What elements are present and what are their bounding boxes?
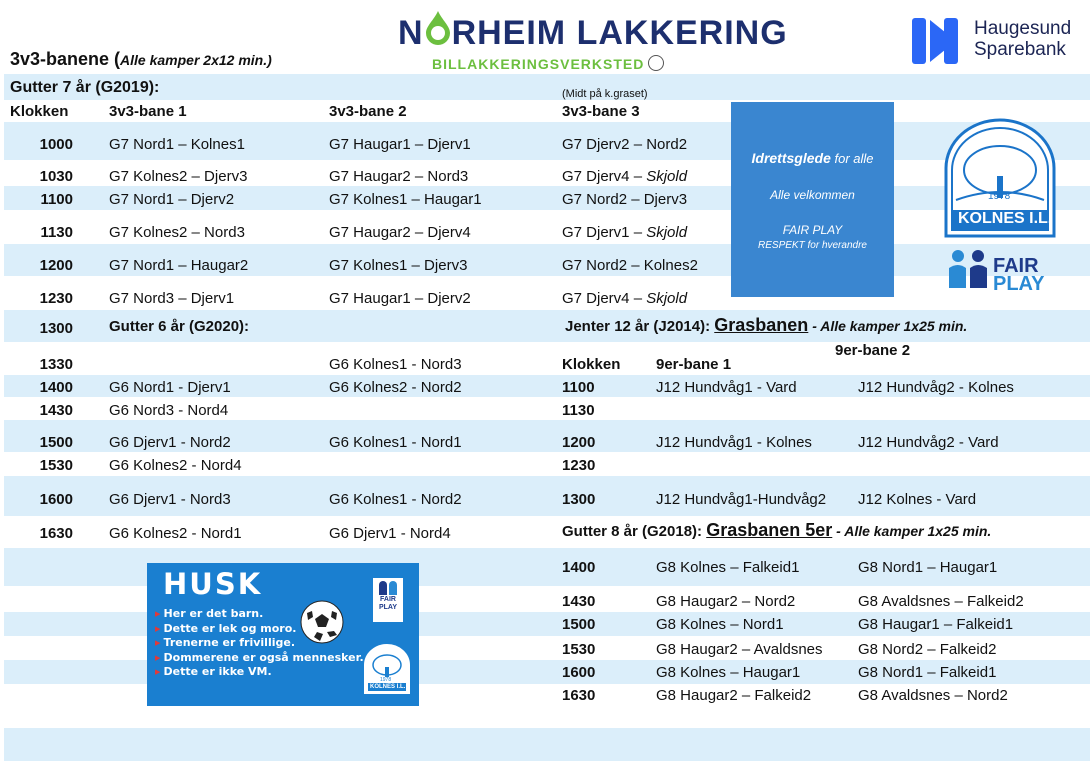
- time-cell: 1500: [39, 434, 73, 451]
- time-cell: 1200: [39, 257, 73, 274]
- match-cell: G6 Nord3 - Nord4: [109, 402, 229, 419]
- match-cell: G8 Nord2 – Falkeid2: [858, 641, 997, 658]
- g7-title: Gutter 7 år (G2019):: [10, 79, 160, 96]
- fairplay-figures-icon: [946, 248, 990, 288]
- husk-item: ▸ Dommerene er også mennesker.: [155, 650, 364, 664]
- time-cell: 1600: [39, 491, 73, 508]
- promo-box: [731, 102, 894, 297]
- drop-icon: [424, 17, 452, 47]
- match-cell: G7 Nord1 – Djerv2: [109, 191, 235, 208]
- match-cell: G7 Nord2 – Djerv3: [562, 191, 688, 208]
- logo-subtitle: BILLAKKERINGSVERKSTED: [432, 55, 664, 72]
- husk-title: HUSK: [163, 567, 263, 601]
- col-header-bane3: 3v3-bane 3: [562, 103, 640, 120]
- fairplay-badge: FAIR PLAY: [373, 578, 403, 622]
- time-cell: 1630: [39, 525, 73, 542]
- match-cell: G6 Nord1 - Djerv1: [109, 379, 231, 396]
- match-cell: G7 Djerv4 – Skjold: [562, 168, 688, 185]
- row-band: [4, 706, 1090, 728]
- time-cell: 1200: [562, 434, 596, 451]
- emblem-year: 1978: [380, 677, 392, 683]
- match-cell: G7 Nord2 – Kolnes2: [562, 257, 698, 274]
- time-cell: 1230: [562, 457, 596, 474]
- emblem-name: KOLNES I.L.: [370, 684, 406, 690]
- j12-col-bane2: 9er-bane 2: [835, 342, 911, 359]
- time-cell: 1300: [39, 320, 73, 337]
- match-cell: J12 Kolnes - Vard: [858, 491, 977, 508]
- promo-line2: Alle velkommen: [770, 188, 855, 202]
- match-cell: G7 Djerv4 – Skjold: [562, 290, 688, 307]
- match-cell: G7 Nord1 – Kolnes1: [109, 136, 245, 153]
- match-cell: G7 Haugar1 – Djerv1: [329, 136, 471, 153]
- match-cell: G8 Haugar2 – Avaldsnes: [656, 641, 823, 658]
- match-cell: G6 Kolnes1 - Nord2: [329, 491, 462, 508]
- time-cell: 1430: [39, 402, 73, 419]
- time-cell: 1030: [39, 168, 73, 185]
- match-cell: J12 Hundvåg1-Hundvåg2: [656, 491, 827, 508]
- match-cell: G7 Kolnes2 – Djerv3: [109, 168, 248, 185]
- time-cell: 1100: [562, 379, 595, 396]
- time-cell: 1530: [39, 457, 73, 474]
- time-cell: 1000: [39, 136, 73, 153]
- location-note: (Midt på k.graset): [562, 88, 648, 100]
- col-time-header: Klokken: [10, 103, 69, 120]
- husk-box: [147, 563, 419, 706]
- col-header-bane2: 3v3-bane 2: [329, 103, 407, 120]
- time-cell: 1400: [39, 379, 73, 396]
- match-cell: G6 Kolnes2 - Nord4: [109, 457, 242, 474]
- match-cell: G7 Haugar2 – Djerv4: [329, 224, 471, 241]
- time-cell: 1430: [562, 593, 596, 610]
- match-cell: J12 Hundvåg1 - Vard: [656, 379, 797, 396]
- match-cell: G6 Djerv1 - Nord3: [109, 491, 231, 508]
- promo-line3: FAIR PLAY: [782, 223, 843, 237]
- match-cell: J12 Hundvåg2 - Vard: [858, 434, 999, 451]
- husk-item: ▸ Trenerne er frivillige.: [155, 636, 296, 649]
- husk-item: ▸ Dette er ikke VM.: [155, 665, 272, 678]
- time-cell: 1600: [562, 664, 596, 681]
- time-cell: 1330: [39, 356, 73, 373]
- match-cell: G7 Nord1 – Haugar2: [109, 257, 249, 274]
- fairplay-figures-icon: [389, 581, 397, 595]
- time-cell: 1530: [562, 641, 596, 658]
- match-cell: G7 Kolnes2 – Nord3: [109, 224, 245, 241]
- match-cell: G7 Djerv1 – Skjold: [562, 224, 688, 241]
- match-cell: G8 Kolnes – Falkeid1: [656, 559, 800, 576]
- match-cell: G6 Djerv1 - Nord2: [109, 434, 231, 451]
- match-cell: G6 Kolnes2 - Nord2: [329, 379, 462, 396]
- match-cell: G8 Haugar2 – Nord2: [656, 593, 796, 610]
- fairplay-logo-text: FAIR PLAY: [993, 255, 1045, 295]
- football-icon: [299, 599, 345, 645]
- match-cell: G6 Kolnes1 - Nord3: [329, 356, 462, 373]
- j12-title: Jenter 12 år (J2014): Grasbanen - Alle kamper 1x25 min.: [565, 315, 968, 335]
- row-band: [4, 74, 1090, 100]
- col-header-bane1: 3v3-bane 1: [109, 103, 187, 120]
- g8-title: Gutter 8 år (G2018): Grasbanen 5er - Alle kamper 1x25 min.: [562, 520, 992, 540]
- match-cell: G7 Kolnes1 – Haugar1: [329, 191, 482, 208]
- time-cell: 1230: [39, 290, 73, 307]
- match-cell: J12 Hundvåg2 - Kolnes: [858, 379, 1014, 396]
- husk-item: ▸ Dette er lek og moro.: [155, 621, 297, 635]
- match-cell: G8 Nord1 – Haugar1: [858, 559, 998, 576]
- time-cell: 1500: [562, 616, 596, 633]
- crest-icon: [648, 55, 664, 71]
- match-cell: G6 Kolnes2 - Nord1: [109, 525, 242, 542]
- time-cell: 1130: [40, 224, 73, 241]
- match-cell: G8 Haugar2 – Falkeid2: [656, 687, 812, 704]
- match-cell: G8 Avaldsnes – Nord2: [858, 687, 1008, 704]
- match-cell: J12 Hundvåg1 - Kolnes: [656, 434, 812, 451]
- j12-col-time: Klokken: [562, 356, 621, 373]
- sparebank-logo-icon: [910, 16, 962, 66]
- match-cell: G6 Kolnes1 - Nord1: [329, 434, 462, 451]
- row-band: [4, 728, 1090, 761]
- section-title: 3v3-banene (Alle kamper 2x12 min.): [10, 49, 272, 69]
- husk-item: ▸ Her er det barn.: [155, 607, 264, 620]
- match-cell: G8 Kolnes – Nord1: [656, 616, 784, 633]
- sparebank-name: Haugesund Sparebank: [974, 18, 1072, 60]
- kolnes-year: 1978: [988, 191, 1011, 202]
- promo-line1: Idrettsglede for alle: [751, 150, 874, 166]
- time-cell: 1300: [562, 491, 596, 508]
- promo-line4: RESPEKT for hverandre: [758, 240, 867, 251]
- match-cell: G6 Djerv1 - Nord4: [329, 525, 451, 542]
- g6-title: Gutter 6 år (G2020):: [109, 318, 250, 335]
- kolnes-name: KOLNES I.L.: [958, 210, 1053, 227]
- match-cell: G7 Haugar2 – Nord3: [329, 168, 469, 185]
- match-cell: G8 Kolnes – Haugar1: [656, 664, 801, 681]
- match-cell: G7 Nord3 – Djerv1: [109, 290, 235, 307]
- time-cell: 1630: [562, 687, 596, 704]
- j12-col-bane1: 9er-bane 1: [656, 356, 732, 373]
- fairplay-figures-icon: [379, 581, 387, 595]
- match-cell: G7 Kolnes1 – Djerv3: [329, 257, 468, 274]
- time-cell: 1130: [562, 402, 595, 419]
- time-cell: 1100: [40, 191, 73, 208]
- match-cell: G8 Avaldsnes – Falkeid2: [858, 593, 1024, 610]
- match-cell: G7 Djerv2 – Nord2: [562, 136, 688, 153]
- time-cell: 1400: [562, 559, 596, 576]
- match-cell: G7 Haugar1 – Djerv2: [329, 290, 471, 307]
- match-cell: G8 Nord1 – Falkeid1: [858, 664, 997, 681]
- match-cell: G8 Haugar1 – Falkeid1: [858, 616, 1014, 633]
- norheim-logo: N RHEIM LAKKERING: [398, 14, 788, 53]
